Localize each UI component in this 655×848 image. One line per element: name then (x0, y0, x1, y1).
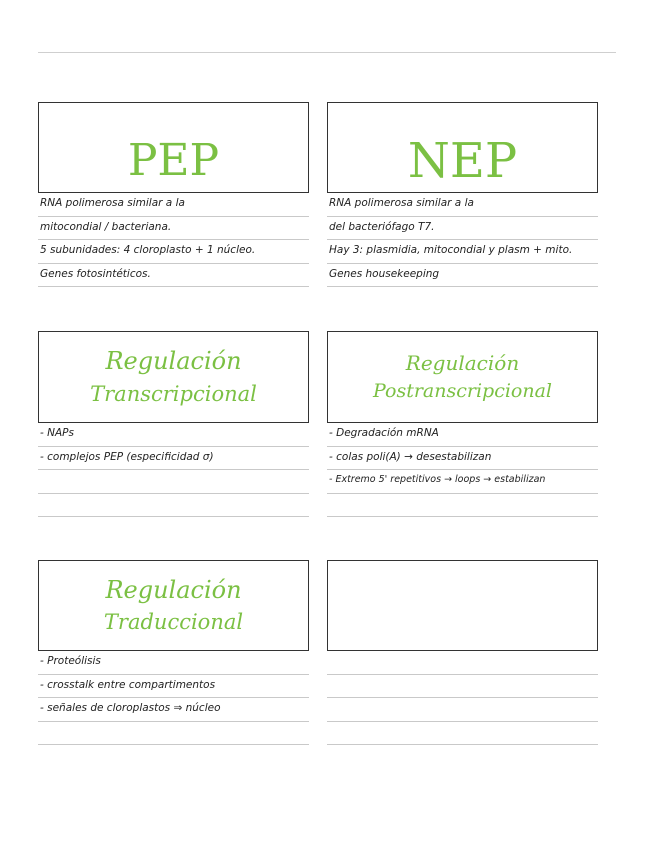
transcriptional-title-line-2: Transcripcional (90, 381, 257, 406)
translational-card (38, 560, 309, 745)
note-line (38, 722, 309, 746)
note-line (327, 651, 598, 675)
note-line: Genes fotosintéticos. (38, 264, 309, 288)
empty-notes (327, 651, 598, 745)
transcriptional-title-line-1: Regulación (105, 347, 242, 376)
nep-title-box (327, 102, 598, 193)
note-line: - crosstalk entre compartimentos (38, 675, 309, 699)
note-line: 5 subunidades: 4 cloroplasto + 1 núcleo. (38, 240, 309, 264)
note-line (38, 470, 309, 494)
transcriptional-card (38, 331, 309, 517)
note-line (327, 722, 598, 746)
note-line: - NAPs (38, 423, 309, 447)
translational-title-box (38, 560, 309, 651)
note-line: RNA polimerosa similar a la (38, 193, 309, 217)
translational-title-line-1: Regulación (105, 575, 242, 604)
note-line: Hay 3: plasmidia, mitocondial y plasm + mito. (327, 240, 598, 264)
note-line: - colas poli(A) → desestabilizan (327, 447, 598, 471)
empty-title-box (327, 560, 598, 651)
note-line (38, 494, 309, 518)
posttranscriptional-card (327, 331, 598, 517)
posttranscriptional-title-box (327, 331, 598, 423)
note-line: - Proteólisis (38, 651, 309, 675)
nep-card (327, 102, 598, 287)
nep-notes (327, 193, 598, 287)
translational-notes (38, 651, 309, 745)
note-line (327, 698, 598, 722)
translational-title-line-2: Traduccional (103, 610, 244, 635)
note-line: - Extremo 5' repetitivos → loops → estabilizan (327, 470, 598, 494)
empty-card (327, 560, 598, 745)
pep-card (38, 102, 309, 287)
posttranscriptional-title-line-1: Regulación (405, 350, 520, 375)
note-line: del bacteriófago T7. (327, 217, 598, 241)
posttranscriptional-notes (327, 423, 598, 517)
pep-title: PEP (127, 135, 220, 187)
note-line: - señales de cloroplastos ⇒ núcleo (38, 698, 309, 722)
nep-title: NEP (407, 132, 518, 189)
note-line (327, 494, 598, 518)
note-line: mitocondial / bacteriana. (38, 217, 309, 241)
transcriptional-title-box (38, 331, 309, 423)
top-rule (38, 52, 616, 53)
note-line: Genes housekeeping (327, 264, 598, 288)
note-line: RNA polimerosa similar a la (327, 193, 598, 217)
note-line: - Degradación mRNA (327, 423, 598, 447)
note-line: - complejos PEP (especificidad σ) (38, 447, 309, 471)
pep-title-box (38, 102, 309, 193)
transcriptional-notes (38, 423, 309, 517)
note-line (327, 675, 598, 699)
pep-notes (38, 193, 309, 287)
posttranscriptional-title-line-2: Postranscripcional (373, 379, 552, 402)
